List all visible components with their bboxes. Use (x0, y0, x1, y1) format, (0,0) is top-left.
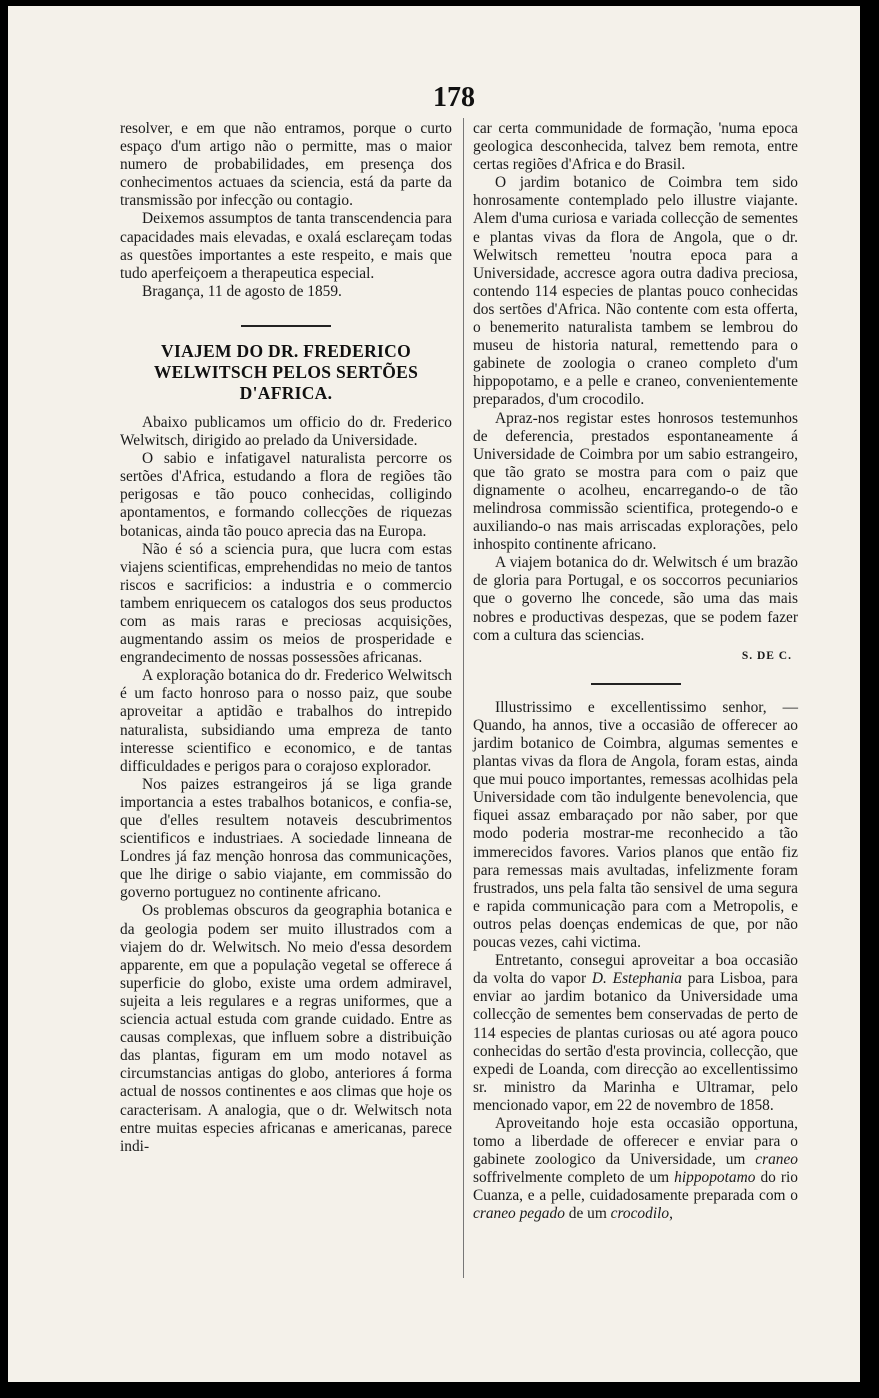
page-number: 178 (433, 82, 475, 113)
right-column (473, 120, 798, 1224)
letter-paragraph: Aproveitando hoje esta occasião opportuna, tomo a liberdade de offerecer e enviar para o gabinete zoologico da Universidade, um craneo soffrivelmente completo de um hippopotamo do rio Cuanza, e a pelle, cuidadosamente preparada com o craneo pegado de um crocodilo, (473, 1114, 798, 1223)
paragraph: Deixemos assumptos de tanta transcendencia para capacidades mais elevadas, e oxalá esclareçam todas as questões importantes a este respeito, e mais que tudo aperfeiçoem a therapeutica especial. (120, 210, 452, 282)
paragraph: Nos paizes estrangeiros já se liga grande importancia a estes trabalhos botanicos, e confia-se, que d'elles resultem notaveis descubrimentos scientificos e industriaes. A sociedade linneana de Londres já faz menção honrosa das communicações, que lhe dirige o sabio viajante, em commissão do governo portuguez no continente africano. (120, 775, 452, 902)
section-rule (591, 683, 681, 685)
paragraph: A exploração botanica do dr. Frederico Welwitsch é um facto honroso para o nosso paiz, que soube aproveitar a aptidão e trabalhos do intrepido naturalista, subsidiando uma empreza de tanto interesse scientifico e economico, e de tantas difficuldades e perigos para o corajoso explorador. (120, 667, 452, 775)
paragraph: resolver, e em que não entramos, porque o curto espaço d'um artigo não o permitte, mas o maior numero de probabilidades, em presença dos conhecimentos actuaes da sciencia, está da parte da transmissão por infecção ou contagio. (120, 120, 452, 210)
dateline: Bragança, 11 de agosto de 1859. (142, 282, 342, 300)
left-column (120, 120, 452, 1156)
letter-paragraph: Entretanto, consegui aproveitar a boa occasião da volta do vapor D. Estephania para Lisboa, para enviar ao jardim botanico da Universidade uma collecção de sementes bem conservadas de perto de 114 especies de plantas curiosas ou até agora pouco conhecidas do sertão d'esta provincia, collecção, que expedi de Loanda, com direcção ao excellentissimo sr. ministro da Marinha e Ultramar, pelo mencionado vapor, em 22 de novembro de 1858. (473, 952, 799, 1114)
paragraph: O sabio e infatigavel naturalista percorre os sertões d'Africa, estudando a flora de regiões tão perigosas e tão pouco conhecidas, colligindo apontamentos, e formando collecções de riquezas botanicas, ainda tão pouco aprecia das na Europa. (120, 450, 452, 540)
author-signature: S. DE C. (741, 649, 792, 662)
paragraph: O jardim botanico de Coimbra tem sido honrosamente contemplado pelo illustre viajante. Alem d'uma curiosa e variada collecção de sementes e plantas vivas da flora de Angola, que o dr. Welwitsch remetteu 'noutra epoca para a Universidade, accresce agora outra dadiva preciosa, contendo 114 especies de plantas pouco conhecidas dos sertões d'Africa. Não contente com esta offerta, o benemerito naturalista tambem se lembrou do museu de historia natural, remettendo para o gabinete de zoologia o craneo completo d'um hippopotamo, e a pelle e craneo, convenientemente preparados, d'um crocodilo. (473, 174, 798, 409)
article-title: VIAJEM DO DR. FREDERICO WELWITSCH PELOS SERTÕES D'AFRICA. (153, 340, 419, 403)
paragraph: car certa communidade de formação, 'numa epoca geologica desconhecida, talvez bem remota, entre certas regiões d'Africa e do Brasil. (473, 120, 798, 174)
paragraph: Abaixo publicamos um officio do dr. Frederico Welwitsch, dirigido ao prelado da Universidade. (120, 413, 452, 450)
paragraph: Apraz-nos registar estes honrosos testemunhos de deferencia, prestados espontaneamente á Universidade de Coimbra por um sabio estrangeiro, que tão grato se mostra para com o paiz que dignamente o acolheu, encarregando-o de tão melindrosa commissão scientifica, protegendo-o e auxiliando-o nas mais arriscadas explorações, pelo inhospito continente africano. (473, 409, 798, 554)
paragraph: Não é só a sciencia pura, que lucra com estas viajens scientificas, emprehendidas no meio de tantos riscos e sacrificios: a industria e o commercio tambem enriquecem os catalogos dos seus productos com as mais raras e preciosas acquisições, augmentando assim os meios de prosperidade e engrandecimento de nossas possessões africanas. (120, 540, 452, 667)
column-divider (463, 118, 464, 1278)
paragraph: A viajem botanica do dr. Welwitsch é um brazão de gloria para Portugal, e os soccorros pecuniarios que o governo lhe concede, são uma das mais nobres e productivas despezas, que se podem fazer com a cultura das sciencias. (473, 554, 798, 644)
newspaper-page (8, 6, 860, 1382)
ship-name: D. Estephania (591, 970, 682, 988)
section-rule (241, 325, 331, 327)
paragraph: Os problemas obscuros da geographia botanica e da geologia podem ser muito illustrados com a viajem do dr. Welwitsch. No meio d'essa desordem apparente, em que a população vegetal se offerece á superficie do globo, existe uma ordem admiravel, sujeita a leis regulares e a regras uniformes, que a sciencia actual estuda com grande cuidado. Entre as causas complexas, que influem sobre a distribuição das plantas, figuram em um modo notavel as circumstancias antigas do globo, anteriores á forma actual de nossos continentes e aos climas que hoje os caracterisam. A analogia, que o dr. Welwitsch nota entre muitas especies africanas e americanas, parece indi- (120, 902, 452, 1155)
letter-paragraph: Illustrissimo e excellentissimo senhor, — Quando, ha annos, tive a occasião de offerecer ao jardim botanico de Coimbra, algumas sementes e plantas vivas da flora de Angola, foram estas, ainda que mui pouco importantes, remessas acolhidas pela Universidade com tão indulgente benevolencia, que fiquei assaz embaraçado por não saber, por que modo poderia mostrar-me reconhecido a tão immerecidos favores. Varios planos que então fiz para remessas mais avultadas, infelizmente foram frustrados, uns pela falta tão sensivel de uma segura e rapida communicação para com a Metropolis, e outros pelas doenças endemicas de que, por não poucas vezes, cahi victima. (473, 698, 798, 952)
